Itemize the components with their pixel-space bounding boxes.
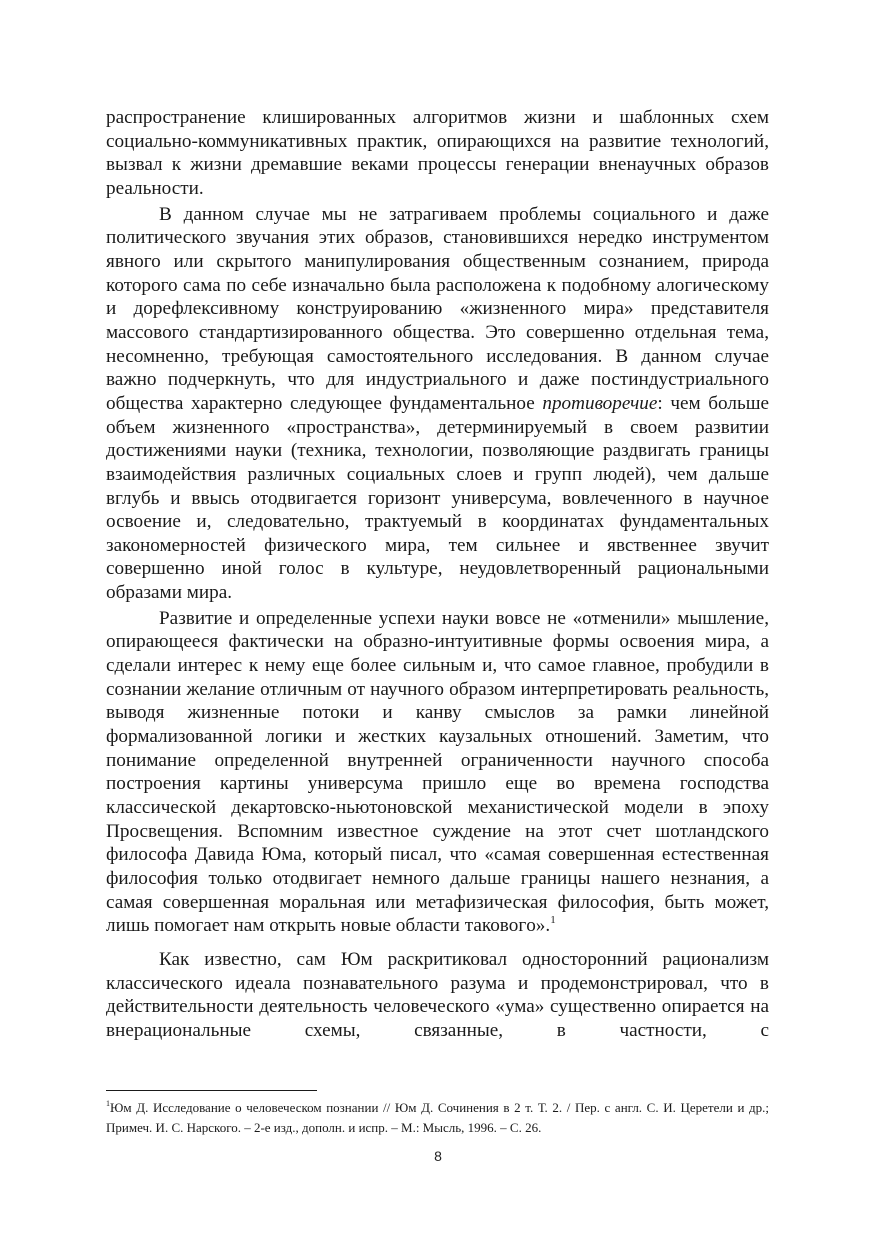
footnote xyxy=(106,1098,769,1138)
paragraph-3 xyxy=(106,607,769,938)
footnote-marker: 1 xyxy=(106,1099,110,1108)
paragraph-2-text-b: : чем больше объем жизненного «пространства», детерминируемый в своем развитии достижениями науки (техника, технологии, позволяющие раздвигать границы взаимодействия различных социальных слоев и групп людей), чем дальше вглубь и ввысь отодвигается горизонт универсума, вовлеченного в научное освоение и, следовательно, трактуемый в координатах фундаментальных закономерностей физического мира, тем сильнее и явственнее звучит совершенно иной голос в культуре, неудовлетворенный рациональными образами мира. xyxy=(106,392,769,604)
paragraph-2 xyxy=(106,203,769,605)
paragraph-2-text-a: В данном случае мы не затрагиваем проблемы социального и даже политического звучания этих образов, становившихся нередко инструментом явного или скрытого манипулирования общественным сознанием, природа которого сама по себе изначально была расположена к подобному алогическому и дорефлексивному конструированию «жизненного мира» представителя массового стандартизированного общества. Это совершенно отдельная тема, несомненно, требующая самостоятельного исследования. В данном случае важно подчеркнуть, что для индустриального и даже постиндустриального общества характерно следующее фундаментальное xyxy=(106,203,769,414)
footnote-text: Юм Д. Исследование о человеческом познании // Юм Д. Сочинения в 2 т. Т. 2. / Пер. с англ. С. И. Церетели и др.; Примеч. И. С. Нарского. – 2-е изд., дополн. и испр. – М.: Мысль, 1996. – С. 26. xyxy=(106,1100,769,1135)
page-body xyxy=(106,106,769,1043)
paragraph-4: Как известно, сам Юм раскритиковал односторонний рационализм классического идеала познавательного разума и продемонстрировал, что в действительности деятельность человеческого «ума» существенно опирается на внерациональные схемы, связанные, в частности, с xyxy=(106,948,769,1041)
paragraph-2-emphasis: противоречие xyxy=(542,392,658,414)
paragraph-3-text: Развитие и определенные успехи науки вовсе не «отменили» мышление, опирающееся фактически на образно-интуитивные формы освоения мира, а сделали интерес к нему еще более сильным и, что самое главное, пробудили в сознании желание отличным от научного образом интерпретировать реальность, выводя жизненные потоки и канву смыслов за рамки линейной формализованной логики и жестких каузальных отношений. Заметим, что понимание определенной внутренней ограниченности научного способа построения картины универсума пришло еще во времена господства классической декартовско-ньютоновской механистической модели в эпоху Просвещения. Вспомним известное суждение на этот счет шотландского философа Давида Юма, который писал, что «самая совершенная естественная философия только отодвигает немного дальше границы нашего незнания, а самая совершенная моральная или метафизическая философия, быть может, лишь помогает нам открыть новые области таковогo». xyxy=(106,607,769,937)
page-number: 8 xyxy=(434,1148,442,1164)
footnote-divider xyxy=(106,1090,317,1091)
footnote-reference[interactable]: 1 xyxy=(550,914,556,927)
paragraph-1: распространение клишированных алгоритмов жизни и шаблонных схем социально-коммуникативных практик, опирающихся на развитие технологий, вызвал к жизни дремавшие веками процессы генерации вненаучных образов реальности. xyxy=(106,107,769,199)
